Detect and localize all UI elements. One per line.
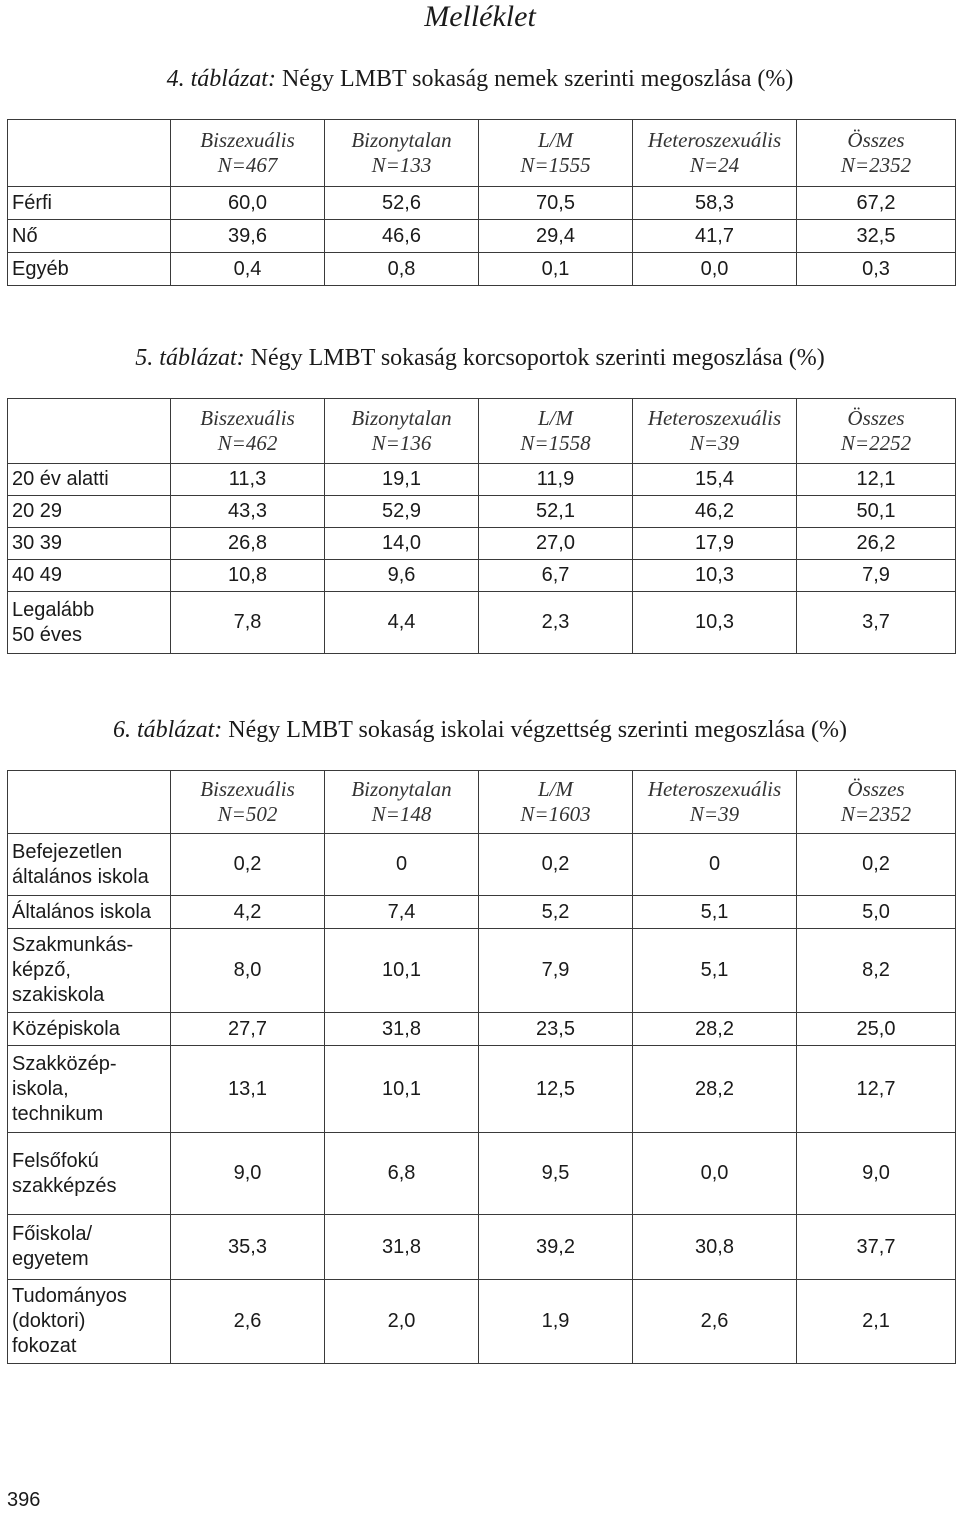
cell-value: 37,7: [797, 1215, 956, 1280]
table-header-row: [8, 120, 956, 187]
column-header: Összes N=2352: [797, 771, 956, 834]
table-education: [7, 770, 955, 1364]
header-corner: [8, 120, 171, 187]
cell-value: 5,1: [633, 929, 797, 1013]
cell-value: 46,2: [633, 496, 797, 528]
row-label: 40 49: [8, 560, 171, 592]
table-row: [8, 464, 956, 496]
table-row: [8, 187, 956, 220]
cell-value: 8,0: [171, 929, 325, 1013]
cell-value: 46,6: [325, 220, 479, 253]
table-row: [8, 834, 956, 896]
cell-value: 0: [325, 834, 479, 896]
row-label: Felsőfokú szakképzés: [8, 1133, 171, 1215]
row-label: 20 29: [8, 496, 171, 528]
cell-value: 2,3: [479, 592, 633, 654]
column-header: Heteroszexuális N=39: [633, 771, 797, 834]
cell-value: 19,1: [325, 464, 479, 496]
cell-value: 29,4: [479, 220, 633, 253]
cell-value: 7,8: [171, 592, 325, 654]
cell-value: 5,0: [797, 896, 956, 929]
row-label: 20 év alatti: [8, 464, 171, 496]
cell-value: 3,7: [797, 592, 956, 654]
table-row: [8, 896, 956, 929]
cell-value: 25,0: [797, 1013, 956, 1046]
cell-value: 52,9: [325, 496, 479, 528]
cell-value: 28,2: [633, 1046, 797, 1133]
table-caption-6: [0, 715, 960, 745]
cell-value: 6,7: [479, 560, 633, 592]
cell-value: 0,0: [633, 253, 797, 286]
column-header: L/M N=1555: [479, 120, 633, 187]
table-gender: [7, 119, 955, 286]
page-number: 396: [7, 1489, 41, 1511]
cell-value: 5,2: [479, 896, 633, 929]
table-caption-number: 6. táblázat:: [112, 717, 223, 743]
cell-value: 67,2: [797, 187, 956, 220]
cell-value: 39,6: [171, 220, 325, 253]
cell-value: 58,3: [633, 187, 797, 220]
cell-value: 30,8: [633, 1215, 797, 1280]
cell-value: 0,2: [479, 834, 633, 896]
row-label: 30 39: [8, 528, 171, 560]
cell-value: 0,2: [171, 834, 325, 896]
cell-value: 9,0: [171, 1133, 325, 1215]
cell-value: 0: [633, 834, 797, 896]
row-label: Férfi: [8, 187, 171, 220]
table-row: [8, 1215, 956, 1280]
row-label: Nő: [8, 220, 171, 253]
table-age: [7, 398, 955, 654]
column-header: Bizonytalan N=136: [325, 399, 479, 464]
table-row: [8, 1280, 956, 1364]
row-label: Szakközép- iskola, technikum: [8, 1046, 171, 1133]
table-row: [8, 528, 956, 560]
table-row: [8, 929, 956, 1013]
row-label: Egyéb: [8, 253, 171, 286]
cell-value: 23,5: [479, 1013, 633, 1046]
table-caption-text: Négy LMBT sokaság korcsoportok szerinti megoszlása (%): [250, 345, 825, 371]
cell-value: 27,0: [479, 528, 633, 560]
cell-value: 41,7: [633, 220, 797, 253]
column-header: L/M N=1558: [479, 399, 633, 464]
cell-value: 43,3: [171, 496, 325, 528]
cell-value: 26,2: [797, 528, 956, 560]
cell-value: 14,0: [325, 528, 479, 560]
table-caption-4: [0, 64, 960, 94]
cell-value: 32,5: [797, 220, 956, 253]
cell-value: 11,9: [479, 464, 633, 496]
table-caption-text: Négy LMBT sokaság iskolai végzettség szerinti megoszlása (%): [228, 717, 848, 743]
cell-value: 10,1: [325, 929, 479, 1013]
cell-value: 0,1: [479, 253, 633, 286]
table-row: [8, 1013, 956, 1046]
cell-value: 5,1: [633, 896, 797, 929]
column-header: Bizonytalan N=148: [325, 771, 479, 834]
row-label: Befejezetlen általános iskola: [8, 834, 171, 896]
cell-value: 13,1: [171, 1046, 325, 1133]
column-header: Biszexuális N=462: [171, 399, 325, 464]
header-corner: [8, 399, 171, 464]
table-header-row: [8, 399, 956, 464]
column-header: Összes N=2252: [797, 399, 956, 464]
row-label: Legalább 50 éves: [8, 592, 171, 654]
column-header: L/M N=1603: [479, 771, 633, 834]
table-row: [8, 496, 956, 528]
cell-value: 31,8: [325, 1215, 479, 1280]
table-row: [8, 1046, 956, 1133]
column-header: Biszexuális N=467: [171, 120, 325, 187]
cell-value: 10,1: [325, 1046, 479, 1133]
cell-value: 6,8: [325, 1133, 479, 1215]
cell-value: 7,4: [325, 896, 479, 929]
cell-value: 26,8: [171, 528, 325, 560]
table-row: [8, 1133, 956, 1215]
table-row: [8, 592, 956, 654]
cell-value: 52,1: [479, 496, 633, 528]
cell-value: 7,9: [479, 929, 633, 1013]
cell-value: 10,3: [633, 560, 797, 592]
cell-value: 9,6: [325, 560, 479, 592]
cell-value: 15,4: [633, 464, 797, 496]
table-row: [8, 253, 956, 286]
cell-value: 50,1: [797, 496, 956, 528]
cell-value: 9,5: [479, 1133, 633, 1215]
cell-value: 60,0: [171, 187, 325, 220]
cell-value: 39,2: [479, 1215, 633, 1280]
cell-value: 70,5: [479, 187, 633, 220]
cell-value: 12,1: [797, 464, 956, 496]
cell-value: 8,2: [797, 929, 956, 1013]
cell-value: 0,8: [325, 253, 479, 286]
row-label: Tudományos (doktori) fokozat: [8, 1280, 171, 1364]
cell-value: 2,1: [797, 1280, 956, 1364]
row-label: Középiskola: [8, 1013, 171, 1046]
row-label: Szakmunkás- képző, szakiskola: [8, 929, 171, 1013]
cell-value: 2,6: [171, 1280, 325, 1364]
cell-value: 12,7: [797, 1046, 956, 1133]
cell-value: 10,8: [171, 560, 325, 592]
cell-value: 17,9: [633, 528, 797, 560]
cell-value: 0,0: [633, 1133, 797, 1215]
cell-value: 31,8: [325, 1013, 479, 1046]
cell-value: 28,2: [633, 1013, 797, 1046]
table-caption-number: 5. táblázat:: [135, 345, 245, 371]
row-label: Általános iskola: [8, 896, 171, 929]
table-row: [8, 560, 956, 592]
cell-value: 10,3: [633, 592, 797, 654]
column-header: Összes N=2352: [797, 120, 956, 187]
cell-value: 2,0: [325, 1280, 479, 1364]
column-header: Bizonytalan N=133: [325, 120, 479, 187]
cell-value: 9,0: [797, 1133, 956, 1215]
column-header: Heteroszexuális N=39: [633, 399, 797, 464]
cell-value: 4,2: [171, 896, 325, 929]
cell-value: 0,4: [171, 253, 325, 286]
table-caption-5: [0, 343, 960, 373]
cell-value: 1,9: [479, 1280, 633, 1364]
row-label: Főiskola/ egyetem: [8, 1215, 171, 1280]
table-row: [8, 220, 956, 253]
table-caption-number: 4. táblázat:: [166, 66, 276, 92]
cell-value: 0,2: [797, 834, 956, 896]
column-header: Biszexuális N=502: [171, 771, 325, 834]
header-corner: [8, 771, 171, 834]
cell-value: 12,5: [479, 1046, 633, 1133]
cell-value: 35,3: [171, 1215, 325, 1280]
cell-value: 11,3: [171, 464, 325, 496]
cell-value: 52,6: [325, 187, 479, 220]
cell-value: 27,7: [171, 1013, 325, 1046]
table-header-row: [8, 771, 956, 834]
table-caption-text: Négy LMBT sokaság nemek szerinti megoszlása (%): [281, 66, 794, 92]
cell-value: 0,3: [797, 253, 956, 286]
cell-value: 4,4: [325, 592, 479, 654]
page-title: Melléklet: [424, 0, 536, 33]
column-header: Heteroszexuális N=24: [633, 120, 797, 187]
cell-value: 7,9: [797, 560, 956, 592]
cell-value: 2,6: [633, 1280, 797, 1364]
